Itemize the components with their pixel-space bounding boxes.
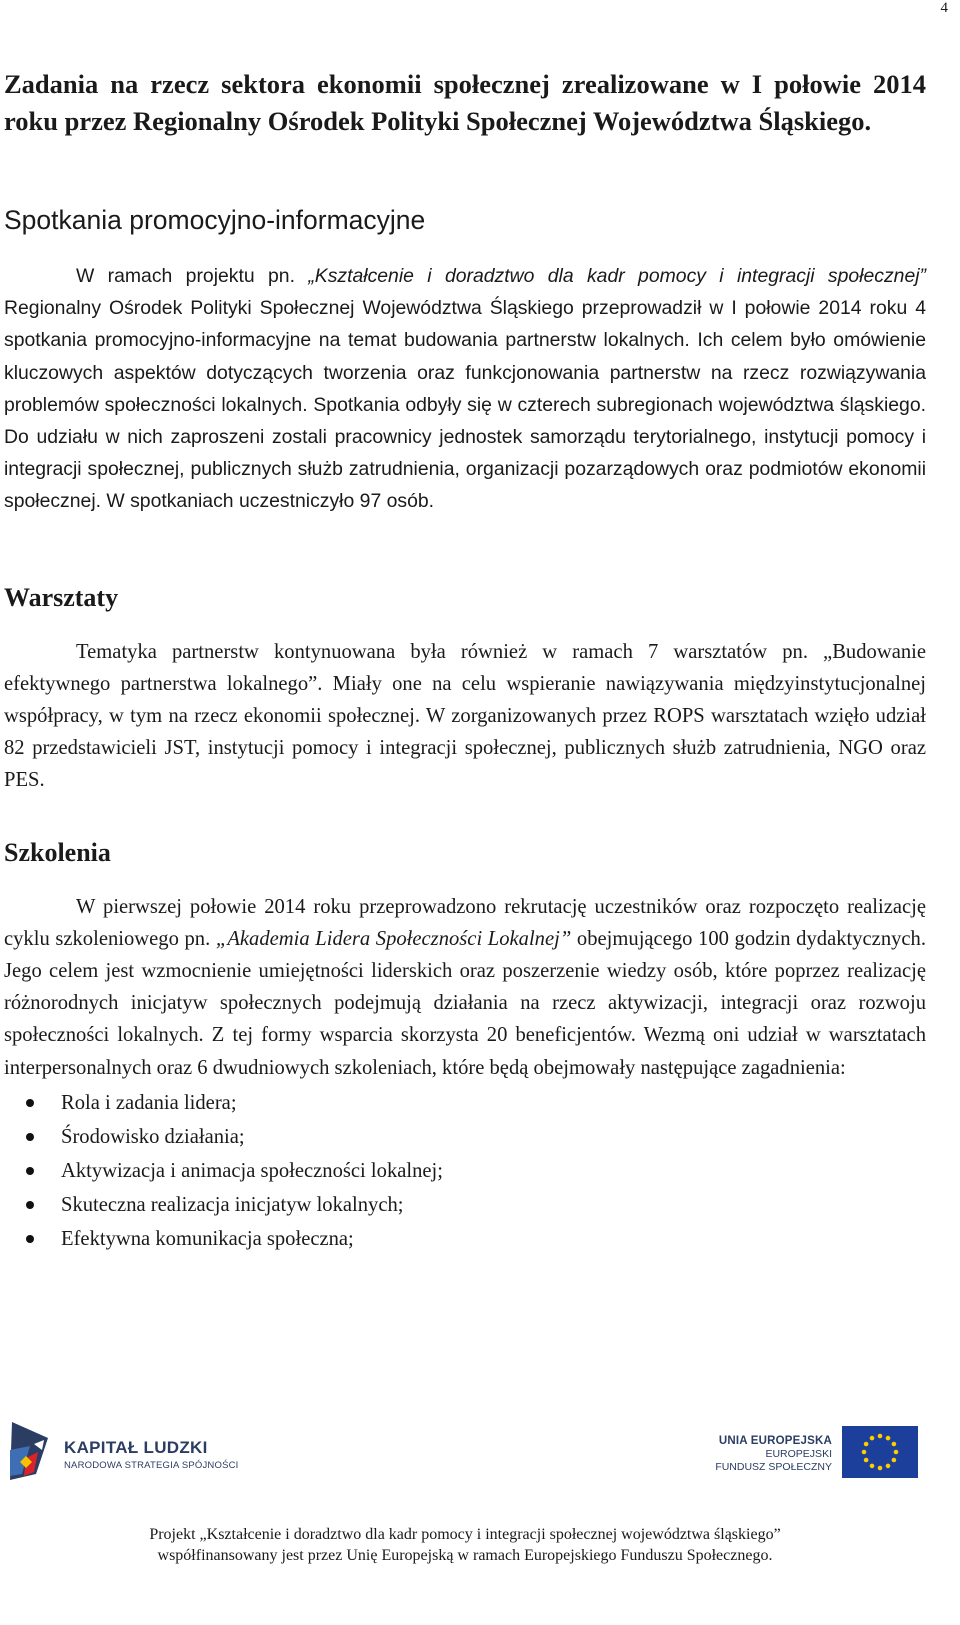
bullet-icon — [26, 1201, 34, 1209]
eu-logo — [715, 1426, 918, 1482]
eu-logo-text — [715, 1434, 832, 1473]
footer-line1: Projekt „Kształcenie i doradztwo dla kadr pomocy i integracji społecznej województwa śląskiego” — [149, 1526, 781, 1543]
eu-logo-line2: EUROPEJSKI — [765, 1448, 832, 1460]
topics-list — [4, 1086, 926, 1256]
bullet-icon — [26, 1235, 34, 1243]
text-fragment: W pierwszej połowie 2014 roku przeprowadzono rekrutację uczestników oraz rozpoczęto realizację cyklu szkoleniowego pn. — [4, 895, 926, 950]
section-spotkania — [4, 202, 926, 518]
footer-line2: współfinansowany jest przez Unię Europejską w ramach Europejskiego Funduszu Społecznego. — [157, 1547, 773, 1564]
eu-flag-icon — [842, 1426, 918, 1478]
section-heading-spotkania: Spotkania promocyjno-informacyjne — [4, 205, 426, 235]
bullet-icon — [26, 1133, 34, 1141]
list-item — [4, 1154, 926, 1188]
program-name: „Akademia Lidera Społeczności Lokalnej” — [215, 927, 572, 950]
kapital-ludzki-subtitle: NARODOWA STRATEGIA SPÓJNOŚCI — [64, 1460, 239, 1471]
list-item-text: Efektywna komunikacja społeczna; — [61, 1227, 354, 1250]
bullet-icon — [26, 1167, 34, 1175]
paragraph-spotkania — [4, 260, 926, 518]
kapital-ludzki-title: KAPITAŁ LUDZKI — [64, 1438, 208, 1457]
eu-logo-line1: UNIA EUROPEJSKA — [718, 1435, 832, 1447]
list-item — [4, 1086, 926, 1120]
paragraph-warsztaty: Tematyka partnerstw kontynuowana była również w ramach 7 warsztatów pn. „Budowanie efektywnego partnerstwa lokalnego”. Miały one na celu wspieranie nawiązywania międzyinstytucjonalnej współpracy, w tym na rzecz ekonomii społecznej. W zorganizowanych przez ROPS warsztatach wzięło udział 82 przedstawicieli JST, instytucji pomocy i integracji społecznej, publicznych służb zatrudnienia, NGO oraz PES. — [4, 640, 926, 792]
document-title: Zadania na rzecz sektora ekonomii społecznej zrealizowane w I połowie 2014 roku przez Regionalny Ośrodek Polityki Społecznej Województwa Śląskiego. — [4, 69, 926, 136]
list-item — [4, 1120, 926, 1154]
footer-logos — [0, 1412, 960, 1492]
kapital-ludzki-emblem-icon — [8, 1416, 58, 1486]
kapital-ludzki-logo — [8, 1416, 239, 1486]
page-number: 4 — [940, 0, 948, 16]
text-fragment: W ramach projektu pn. — [76, 265, 309, 287]
section-heading-warsztaty: Warsztaty — [4, 582, 119, 612]
list-item-text: Środowisko działania; — [61, 1125, 245, 1148]
eu-logo-line3: FUNDUSZ SPOŁECZNY — [715, 1460, 832, 1473]
section-szkolenia — [4, 835, 926, 1256]
footer-text — [0, 1524, 930, 1566]
list-item — [4, 1222, 926, 1256]
text-fragment: Regionalny Ośrodek Polityki Społecznej Województwa Śląskiego przeprowadził w I połowie 2014 roku 4 spotkania promocyjno-informacyjne na temat budowania partnerstw lokalnych. Ich celem było omówienie kluczowych aspektów dotyczących tworzenia oraz funkcjonowania partnerstw na rzecz rozwiązywania problemów społeczności lokalnych. Spotkania odbyły się w czterech subregionach województwa śląskiego. Do udziału w nich zaproszeni zostali pracownicy jednostek samorządu terytorialnego, instytucji pomocy i integracji społecznej, publicznych służb zatrudnienia, organizacji pozarządowych oraz podmiotów ekonomii społecznej. W spotkaniach uczestniczyło 97 osób. — [4, 297, 926, 513]
section-heading-szkolenia: Szkolenia — [4, 837, 111, 867]
text-fragment: obejmującego 100 godzin dydaktycznych. Jego celem jest wzmocnienie umiejętności liderskich oraz poszerzenie wiedzy osób, które poprzez realizację różnorodnych inicjatyw społecznych podejmują działania na rzecz aktywizacji, integracji oraz rozwoju społeczności lokalnych. Z tej formy wsparcia skorzysta 20 beneficjentów. Wezmą oni udział w warsztatach interpersonalnych oraz 6 dwudniowych szkoleniach, które będą obejmowały następujące zagadnienia: — [4, 927, 926, 1079]
document-body — [4, 66, 926, 1256]
project-name: „Kształcenie i doradztwo dla kadr pomocy i integracji społecznej” — [308, 265, 926, 287]
list-item-text: Skuteczna realizacja inicjatyw lokalnych; — [61, 1193, 404, 1216]
list-item — [4, 1188, 926, 1222]
paragraph-szkolenia — [4, 891, 926, 1084]
list-item-text: Aktywizacja i animacja społeczności lokalnej; — [61, 1159, 443, 1182]
section-warsztaty — [4, 580, 926, 797]
bullet-icon — [26, 1099, 34, 1107]
list-item-text: Rola i zadania lidera; — [61, 1091, 237, 1114]
